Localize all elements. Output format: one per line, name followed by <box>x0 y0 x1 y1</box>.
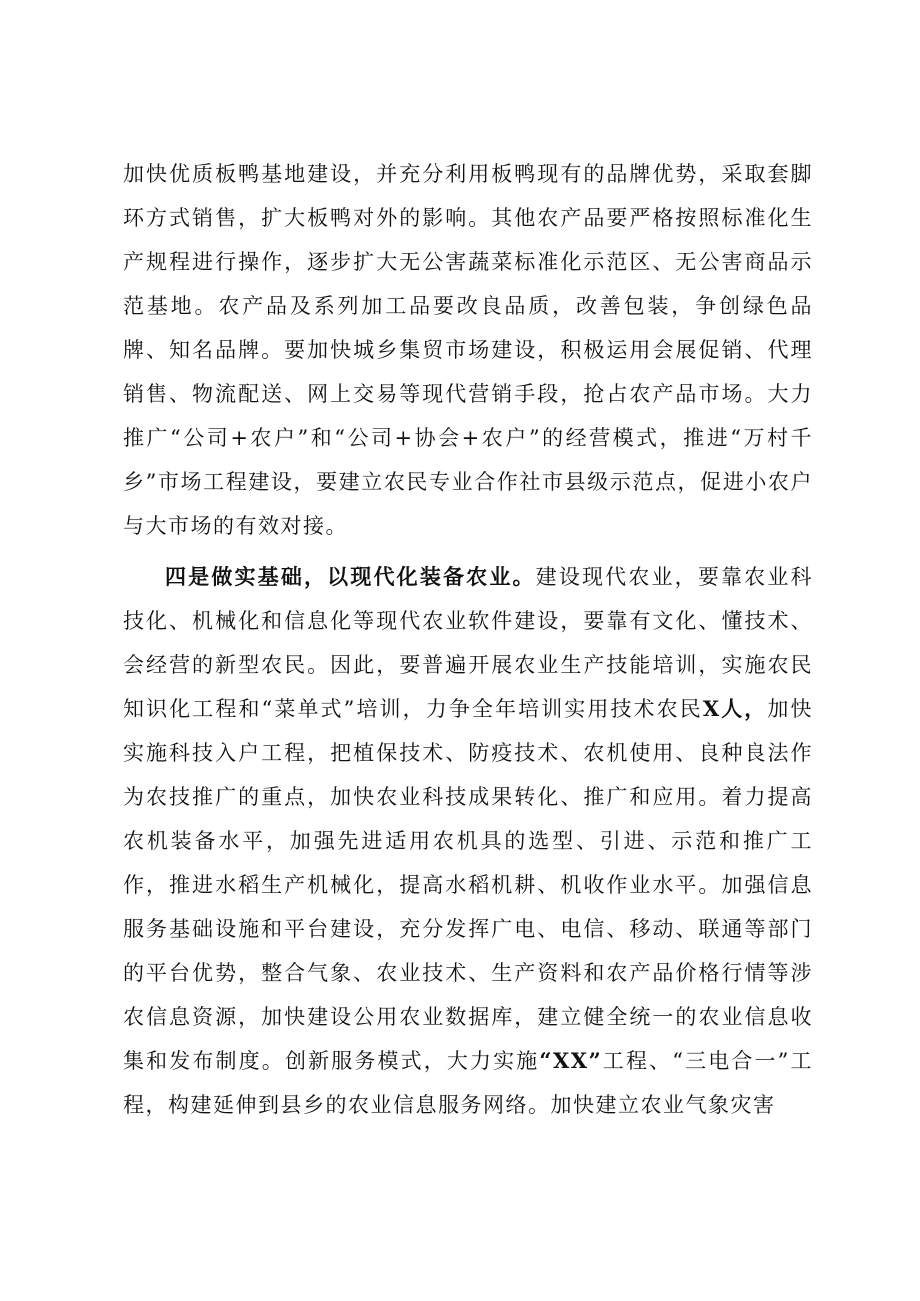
paragraph-body-c: 工程、“三电合一”工程，构建延伸到县乡的农业信息服务网络。加快建立农业气象灾害 <box>123 1049 813 1117</box>
paragraph-body-a: 建设现代农业，要靠农业科技化、机械化和信息化等现代农业软件建设，要靠有文化、懂技术、会经营的新型农民。因此，要普遍开展农业生产技能培训，实施农民知识化工程和“菜单式”培训，力争全年培训实用技术农民 <box>123 565 814 721</box>
paragraph-body-b: 加快实施科技入户工程，把植保技术、防疫技术、农机使用、良种良法作为农技推广的重点，加快农业科技成果转化、推广和应用。着力提高农机装备水平，加强先进适用农机具的选型、引进、示范和推广工作，推进水稻生产机械化，提高水稻机耕、机收作业水平。加强信息服务基础设施和平台建设，充分发挥广电、电信、移动、联通等部门的平台优势，整合气象、农业技术、生产资料和农产品价格行情等涉农信息资源，加快建设公用农业数据库，建立健全统一的农业信息收集和发布制度。创新服务模式，大力实施 <box>123 697 813 1073</box>
paragraph-lead-heading: 四是做实基础，以现代化装备农业。 <box>165 564 536 589</box>
paragraph-foundation <box>123 555 813 1127</box>
paragraph-market <box>123 152 813 548</box>
emphasis-count: X人， <box>702 696 768 721</box>
paragraph-text: 加快优质板鸭基地建设，并充分利用板鸭现有的品牌优势，采取套脚环方式销售，扩大板鸭对外的影响。其他农产品要严格按照标准化生产规程进行操作，逐步扩大无公害蔬菜标准化示范区、无公害商品示范基地。农产品及系列加工品要改良品质，改善包装，争创绿色品牌、知名品牌。要加快城乡集贸市场建设，积极运用会展促销、代理销售、物流配送、网上交易等现代营销手段，抢占农产品市场。大力推广“公司+农户”和“公司+协会+农户”的经营模式，推进“万村千乡”市场工程建设，要建立农民专业合作社市县级示范点，促进小农户与大市场的有效对接。 <box>123 162 813 538</box>
emphasis-project: “XX” <box>539 1048 603 1073</box>
paragraph-text <box>123 555 813 1127</box>
